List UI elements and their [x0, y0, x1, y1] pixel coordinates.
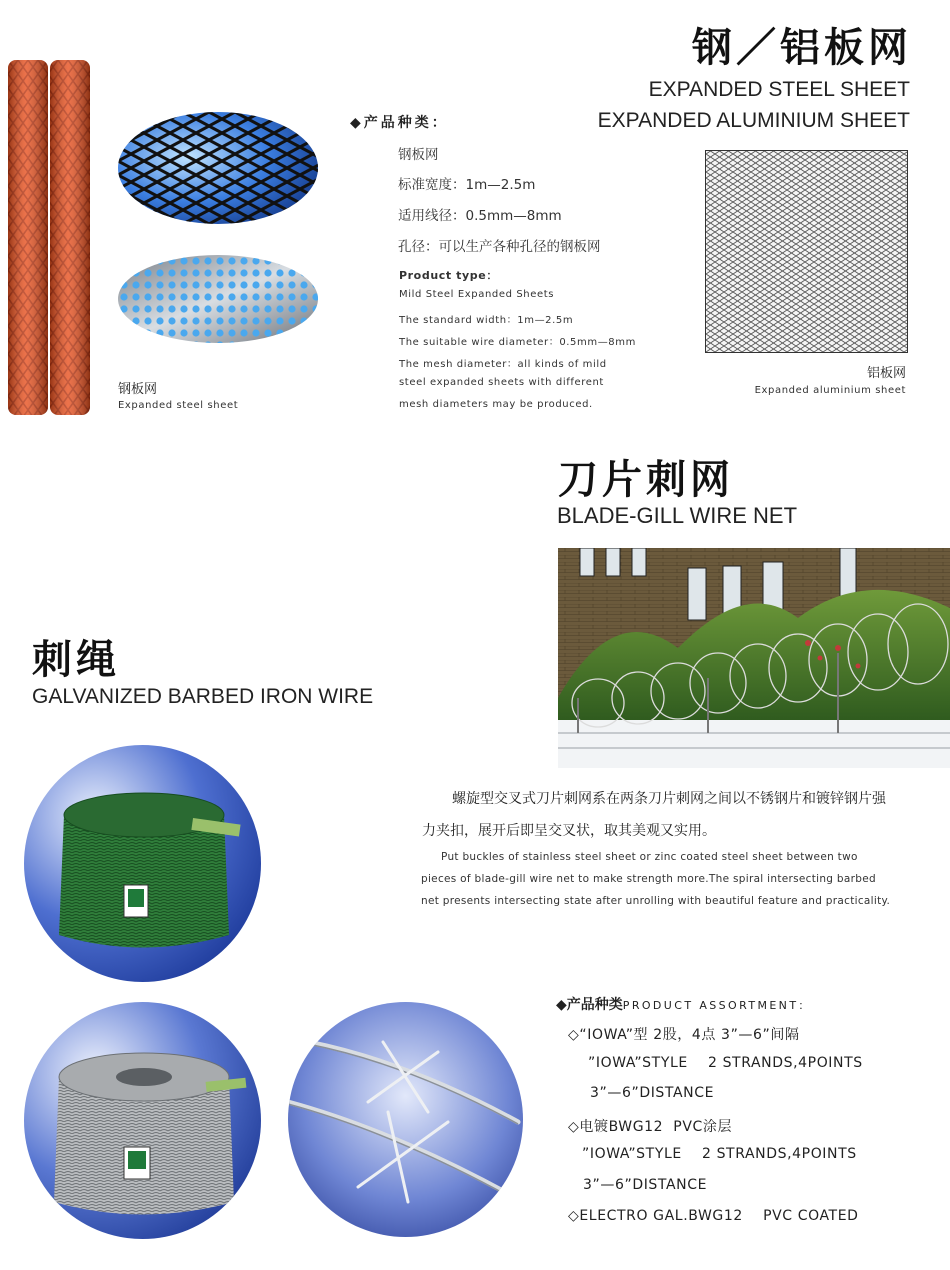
barbed-item-3: ◇电镀BWG12 PVC涂层: [568, 1119, 733, 1135]
steel-caption-en: Expanded steel sheet: [118, 400, 239, 411]
perforated-sheet-image: [118, 255, 318, 343]
expanded-title-en-2: EXPANDED ALUMINIUM SHEET: [597, 109, 910, 132]
spec-en-5: mesh diameters may be produced.: [399, 399, 593, 410]
blade-desc-en-2: net presents intersecting state after unrolling with beautiful feature and practicality.: [421, 895, 891, 907]
galvanized-barbed-coil-image: [24, 1002, 261, 1239]
product-type-label: Product type：: [399, 269, 498, 282]
barbed-item-5: 3”—6”DISTANCE: [583, 1177, 708, 1193]
assortment-heading: ◆产品种类：: [350, 115, 449, 131]
barbed-assortment-heading: [556, 994, 812, 1014]
expanded-title-en-1: EXPANDED STEEL SHEET: [648, 78, 910, 101]
barbed-item-1: ”IOWA”STYLE 2 STRANDS,4POINTS: [588, 1055, 863, 1071]
spec-en-3: The mesh diameter：all kinds of mild: [399, 359, 607, 370]
barbed-item-4: ”IOWA”STYLE 2 STRANDS,4POINTS: [582, 1146, 857, 1162]
spec-en-2: The suitable wire diameter：0.5mm—8mm: [399, 337, 636, 348]
expanded-steel-image: [118, 112, 318, 224]
blade-desc-en-1: pieces of blade-gill wire net to make strength more.The spiral intersecting barbed: [421, 873, 876, 885]
steel-caption-cn: 钢板网: [118, 382, 158, 397]
barbed-item-0: ◇“IOWA”型 2股，4点 3”—6”间隔: [568, 1027, 800, 1043]
expanded-title-cn: 钢／铝板网: [692, 24, 912, 71]
spec-cn-0: 钢板网: [398, 147, 439, 163]
alu-caption-en: Expanded aluminium sheet: [754, 385, 906, 396]
blade-desc-en-0: Put buckles of stainless steel sheet or zinc coated steel sheet between two: [441, 851, 858, 863]
barbed-title-en: GALVANIZED BARBED IRON WIRE: [32, 685, 374, 708]
spec-cn-1: 标准宽度：1m—2.5m: [398, 177, 536, 193]
barbed-assortment-heading-en: PRODUCT ASSORTMENT：: [622, 999, 812, 1012]
green-barbed-coil-image: [24, 745, 261, 982]
alu-caption-cn: 铝板网: [866, 366, 906, 381]
blade-desc-cn-2: 力夹扣，展开后即呈交叉状，取其美观又实用。: [422, 823, 716, 839]
spec-en-1: The standard width：1m—2.5m: [399, 315, 574, 326]
barb-closeup-image: [288, 1002, 523, 1237]
blade-desc-cn-1: 螺旋型交叉式刀片刺网系在两条刀片刺网之间以不锈钢片和镀锌钢片强: [452, 791, 886, 807]
blade-title-cn: 刀片刺网: [558, 456, 734, 503]
blade-wire-photo: [558, 548, 950, 768]
blade-title-en: BLADE-GILL WIRE NET: [557, 503, 798, 528]
spec-cn-2: 适用线径：0.5mm—8mm: [398, 208, 562, 224]
barbed-assortment-heading-cn: ◆产品种类: [556, 997, 623, 1013]
aluminium-mesh-image: [705, 150, 908, 353]
barbed-title-cn: 刺绳: [32, 636, 120, 683]
orange-mesh-rolls: [8, 60, 90, 415]
barbed-item-2: 3”—6”DISTANCE: [590, 1085, 715, 1101]
spec-en-0: Mild Steel Expanded Sheets: [399, 289, 555, 300]
spec-en-4: steel expanded sheets with different: [399, 377, 604, 388]
spec-cn-3: 孔径：可以生产各种孔径的钢板网: [398, 239, 601, 255]
barbed-item-6: ◇ELECTRO GAL.BWG12 PVC COATED: [568, 1208, 859, 1224]
